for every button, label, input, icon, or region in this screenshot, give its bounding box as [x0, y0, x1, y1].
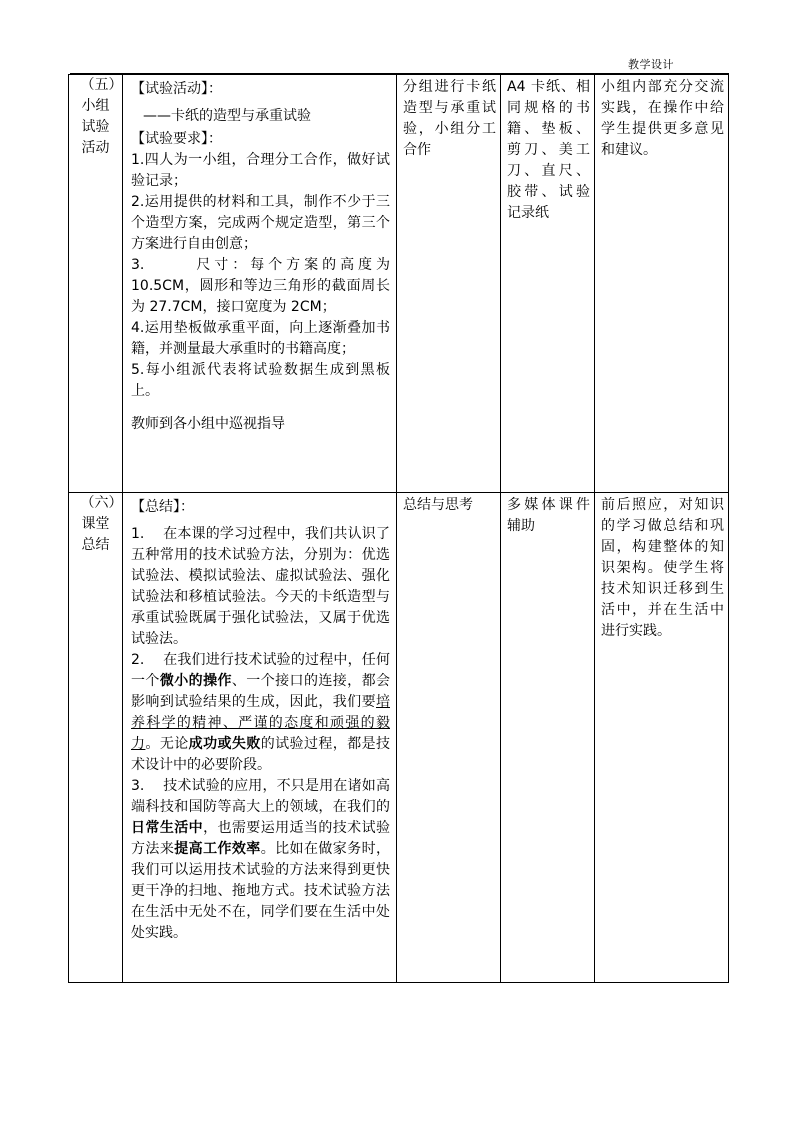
student-activity-text: 总结与思考: [403, 497, 473, 513]
requirement-number: 3.: [131, 257, 145, 273]
document-header-label: 教学设计: [628, 58, 674, 71]
summary-point: [131, 650, 390, 776]
summary-point-number: 1.: [131, 526, 145, 542]
design-intent-cell: [595, 493, 729, 983]
stage-cell: [69, 493, 123, 983]
activity-subtitle: ——卡纸的造型与承重试验: [143, 108, 311, 124]
requirement-item: 4.运用垫板做承重平面，向上逐渐叠加书籍，并测量最大承重时的书籍高度；: [131, 320, 390, 357]
activity-cell: [123, 75, 397, 493]
table-row: [69, 493, 729, 983]
student-activity-text: 分组进行卡纸造型与承重试验，小组分工合作: [403, 79, 496, 158]
design-intent-cell: [595, 75, 729, 493]
summary-point: [131, 524, 390, 650]
summary-point-text: 技术试验的应用，不只是用在诸如高端科技和国防等高大上的领域，在我们的: [131, 778, 390, 815]
summary-heading: 【总结】：: [131, 499, 194, 515]
stage-label: （五）小组试验活动: [80, 77, 123, 156]
summary-point-text: 。无论: [145, 736, 189, 752]
summary-point-number: 2.: [131, 652, 145, 668]
requirements-heading: 【试验要求】：: [131, 131, 222, 147]
emphasis-text: 日常生活中: [131, 820, 204, 836]
media-cell: [501, 75, 595, 493]
summary-point-number: 3.: [131, 778, 145, 794]
emphasis-text: 成功或失败: [188, 736, 261, 752]
teacher-note: 教师到各小组中巡视指导: [131, 416, 285, 432]
stage-label: （六）课堂总结: [80, 495, 123, 553]
media-text: 多媒体课件辅助: [507, 497, 590, 534]
summary-point-text: ，也需要运用适当的技术试验方法来: [131, 820, 391, 857]
activity-heading: 【试验活动】：: [131, 81, 222, 97]
emphasis-text: 提高工作效率: [174, 841, 261, 857]
summary-point-text: 。比如在做家务时，我们可以运用技术试验的方法来得到更快更干净的扫地、拖地方式。技术试验方法在生活中无处不在，同学们要在生活中处处实践。: [131, 841, 391, 941]
student-activity-cell: [397, 493, 501, 983]
summary-point-text: 、一个接口的连接，都会影响到试验结果的生成，因此，我们要: [131, 673, 391, 710]
table-row: [69, 75, 729, 493]
requirement-item: 1.四人为一小组，合理分工合作，做好试验记录；: [131, 152, 390, 189]
requirement-text: 尺寸：每个方案的高度为10.5CM，圆形和等边三角形的截面周长为 27.7CM，接口宽度为 2CM；: [131, 257, 390, 315]
media-cell: [501, 493, 595, 983]
design-intent-text: 小组内部充分交流实践，在操作中给学生提供更多意见和建议。: [601, 79, 724, 158]
student-activity-cell: [397, 75, 501, 493]
requirement-item: 5.每小组派代表将试验数据生成到黑板上。: [131, 362, 390, 399]
summary-point-text: 在本课的学习过程中，我们共认识了五种常用的技术试验方法，分别为：优选试验法、模拟试验法、虚拟试验法、强化试验法和移植试验法。今天的卡纸造型与承重试验既属于强化试验法，又属于优选试验法。: [131, 526, 390, 647]
stage-cell: [69, 75, 123, 493]
requirement-item: [131, 255, 390, 318]
requirement-item: 2.运用提供的材料和工具，制作不少于三个造型方案，完成两个规定造型，第三个方案进行自由创意；: [131, 194, 390, 252]
media-text: A4 卡纸、相同规格的书籍、垫板、剪刀、美工刀、直尺、胶带、试验记录纸: [507, 79, 590, 221]
emphasis-text: 微小的操作: [159, 673, 232, 689]
summary-point-text: 在我们进行技术试验的过程中，任何一个: [131, 652, 390, 689]
underlined-text: 培养科学的精神、严谨的态度和顽强的毅力: [131, 694, 390, 752]
summary-point-text: 的试验过程，都是技术设计中的必要阶段。: [131, 736, 391, 773]
summary-cell: [123, 493, 397, 983]
summary-point: [131, 776, 390, 944]
lesson-plan-table: [68, 74, 729, 983]
design-intent-text: 前后照应，对知识的学习做总结和巩固，构建整体的知识架构。使学生将技术知识迁移到生活中，并在生活中进行实践。: [601, 497, 724, 639]
